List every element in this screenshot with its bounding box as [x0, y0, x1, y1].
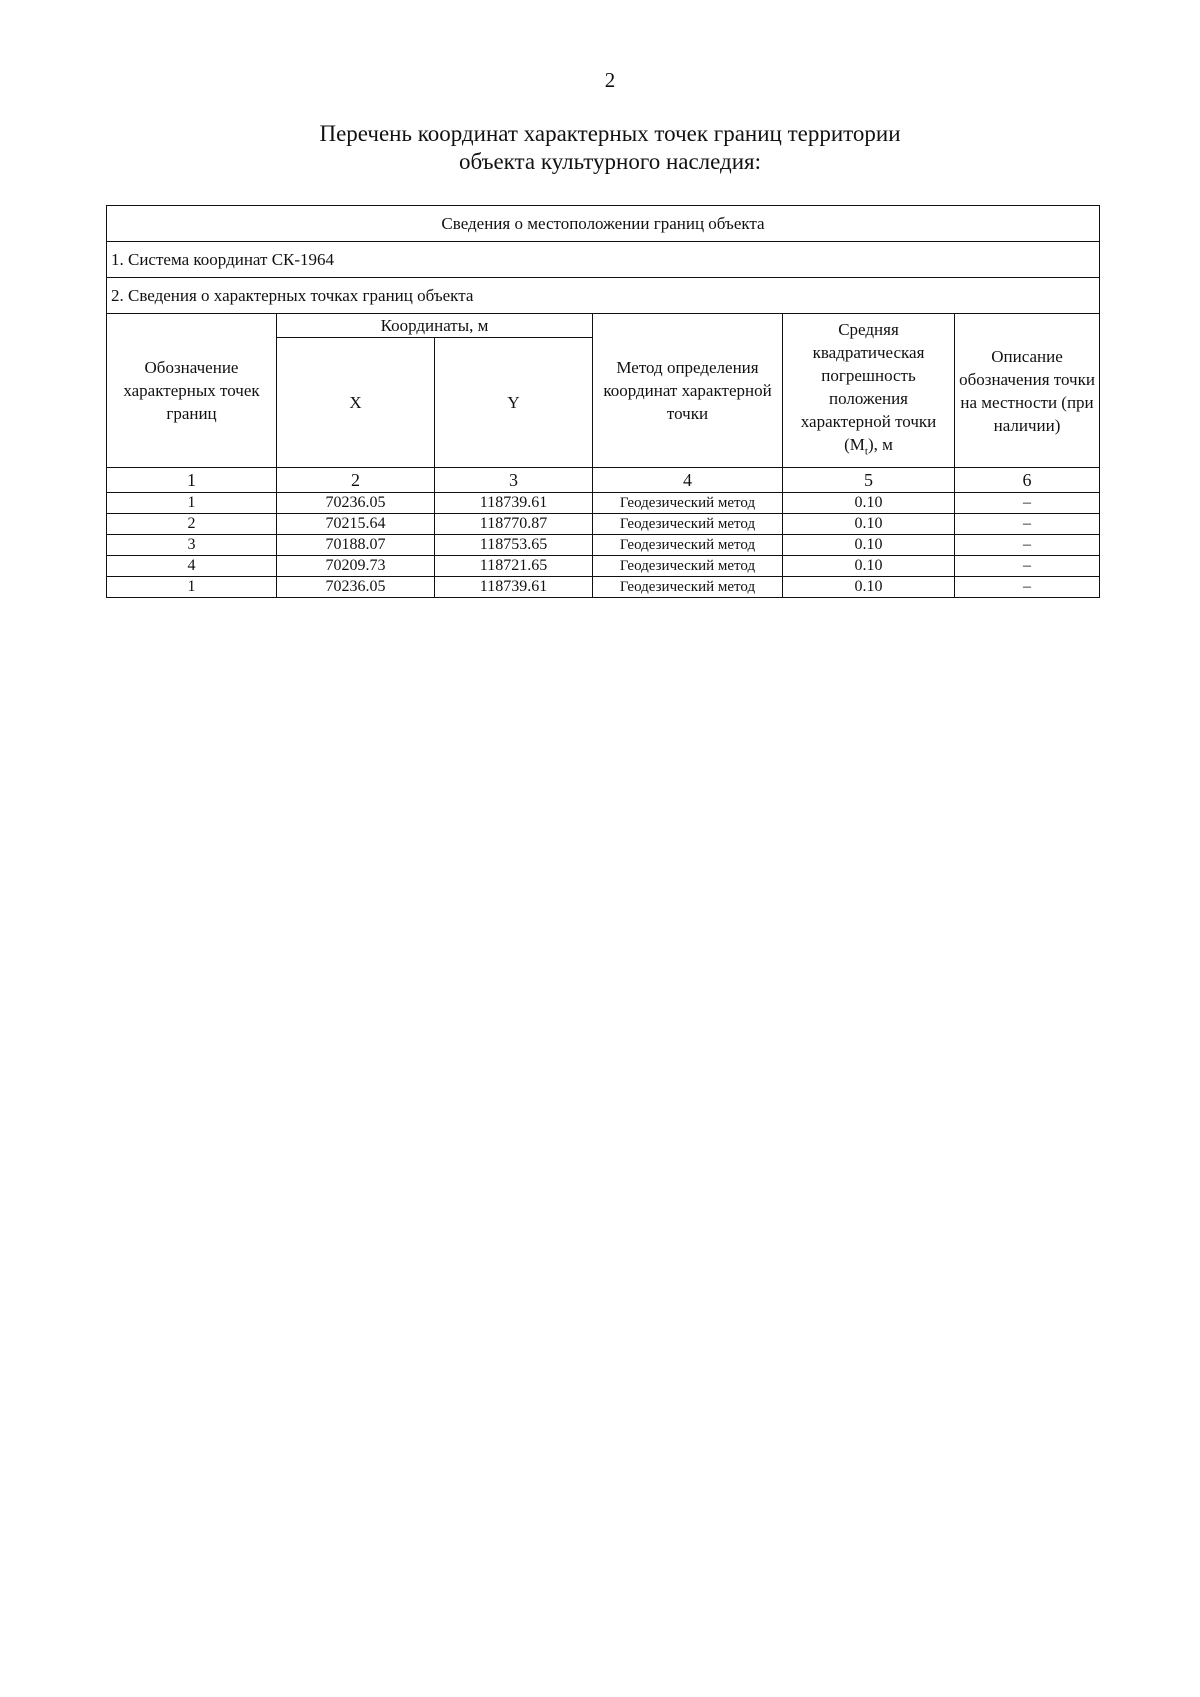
- method-cell: Геодезический метод: [593, 556, 783, 577]
- error-cell: 0.10: [783, 514, 955, 535]
- header-x: X: [277, 338, 435, 468]
- col-number: 6: [955, 468, 1100, 493]
- point-cell: 2: [107, 514, 277, 535]
- document-title: [0, 120, 1200, 176]
- description-cell: –: [955, 535, 1100, 556]
- x-cell: 70188.07: [277, 535, 435, 556]
- y-cell: 118770.87: [435, 514, 593, 535]
- y-cell: 118739.61: [435, 493, 593, 514]
- page-number: 2: [604, 68, 616, 92]
- col-number: 4: [593, 468, 783, 493]
- method-cell: Геодезический метод: [593, 577, 783, 598]
- table-row: [107, 556, 1100, 577]
- description-cell: –: [955, 556, 1100, 577]
- coordinate-system-row: 1. Система координат СК-1964: [107, 242, 1100, 278]
- table-row: [107, 493, 1100, 514]
- coordinates-table: [106, 205, 1100, 598]
- col-number: 5: [783, 468, 955, 493]
- table-row: [107, 535, 1100, 556]
- error-cell: 0.10: [783, 493, 955, 514]
- description-cell: –: [955, 577, 1100, 598]
- x-cell: 70215.64: [277, 514, 435, 535]
- header-coordinates: Координаты, м: [277, 314, 593, 338]
- y-cell: 118753.65: [435, 535, 593, 556]
- point-cell: 1: [107, 577, 277, 598]
- header-y: Y: [435, 338, 593, 468]
- title-line-2: объекта культурного наследия:: [458, 149, 762, 174]
- point-cell: 1: [107, 493, 277, 514]
- header-error: Средняя квадратическая погрешность положения характерной точки $(M_t)$, м: [783, 314, 955, 468]
- header-description: Описание обозначения точки на местности (при наличии): [955, 314, 1100, 468]
- header-point: Обозначение характерных точек границ: [107, 314, 277, 468]
- error-cell: 0.10: [783, 535, 955, 556]
- method-cell: Геодезический метод: [593, 493, 783, 514]
- description-cell: –: [955, 493, 1100, 514]
- col-number: 1: [107, 468, 277, 493]
- table-row: [107, 577, 1100, 598]
- x-cell: 70209.73: [277, 556, 435, 577]
- point-cell: 4: [107, 556, 277, 577]
- point-cell: 3: [107, 535, 277, 556]
- error-cell: 0.10: [783, 556, 955, 577]
- description-cell: –: [955, 514, 1100, 535]
- table-row: [107, 514, 1100, 535]
- points-info-row: 2. Сведения о характерных точках границ объекта: [107, 278, 1100, 314]
- method-cell: Геодезический метод: [593, 535, 783, 556]
- error-cell: 0.10: [783, 577, 955, 598]
- y-cell: 118739.61: [435, 577, 593, 598]
- col-number: 2: [277, 468, 435, 493]
- x-cell: 70236.05: [277, 493, 435, 514]
- y-cell: 118721.65: [435, 556, 593, 577]
- col-number: 3: [435, 468, 593, 493]
- x-cell: 70236.05: [277, 577, 435, 598]
- method-cell: Геодезический метод: [593, 514, 783, 535]
- header-method: Метод определения координат характерной точки: [593, 314, 783, 468]
- section-header: Сведения о местоположении границ объекта: [107, 206, 1100, 242]
- title-line-1: Перечень координат характерных точек границ территории: [319, 121, 901, 146]
